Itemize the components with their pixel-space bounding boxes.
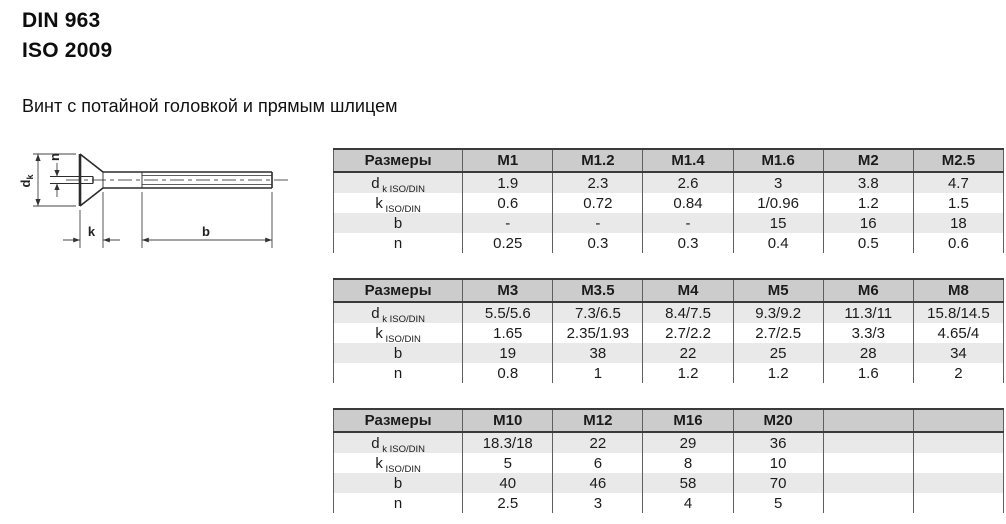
- row-label: b: [334, 473, 463, 493]
- size-column-header: M5: [733, 279, 823, 302]
- row-label: k $_{ISO/DIN}$: [334, 193, 463, 213]
- size-column-header: M8: [913, 279, 1003, 302]
- size-column-header: M2: [823, 149, 913, 172]
- value-cell: 38: [553, 343, 643, 363]
- value-cell: 4.65/4: [913, 323, 1003, 343]
- row-label: b: [334, 343, 463, 363]
- size-column-header: M1.4: [643, 149, 733, 172]
- value-cell: 25: [733, 343, 823, 363]
- value-cell: 3.8: [823, 172, 913, 193]
- value-cell: 29: [643, 432, 733, 453]
- header-row: [334, 149, 1004, 172]
- value-cell: 19: [463, 343, 553, 363]
- value-cell: 0.6: [463, 193, 553, 213]
- value-cell: 46: [553, 473, 643, 493]
- value-cell: 4: [643, 493, 733, 513]
- value-cell: 11.3/11: [823, 302, 913, 323]
- value-cell: 15: [733, 213, 823, 233]
- value-cell: 0.3: [553, 233, 643, 253]
- table-row: [334, 193, 1004, 213]
- value-cell: 8: [643, 453, 733, 473]
- value-cell: 22: [553, 432, 643, 453]
- value-cell: 0.6: [913, 233, 1003, 253]
- sizes-column-header: Размеры: [334, 149, 463, 172]
- value-cell: 2.7/2.2: [643, 323, 733, 343]
- value-cell: 4.7: [913, 172, 1003, 193]
- value-cell: [913, 493, 1003, 513]
- table-row: [334, 493, 1004, 513]
- value-cell: 2.5: [463, 493, 553, 513]
- dimension-n: [47, 153, 62, 197]
- value-cell: 1.9: [463, 172, 553, 193]
- value-cell: 22: [643, 343, 733, 363]
- size-column-header: M10: [463, 409, 553, 432]
- value-cell: 2: [913, 363, 1003, 383]
- dim-label-b: b: [202, 224, 210, 239]
- size-column-header: M3: [463, 279, 553, 302]
- value-cell: 3.3/3: [823, 323, 913, 343]
- standard-iso-title: ISO 2009: [22, 39, 113, 62]
- value-cell: 58: [643, 473, 733, 493]
- value-cell: 2.35/1.93: [553, 323, 643, 343]
- row-label: k $_{ISO/DIN}$: [334, 323, 463, 343]
- spec-table-3: [333, 408, 1004, 513]
- header-row: [334, 279, 1004, 302]
- table-row: [334, 302, 1004, 323]
- value-cell: 2.3: [553, 172, 643, 193]
- value-cell: 1/0.96: [733, 193, 823, 213]
- value-cell: 0.4: [733, 233, 823, 253]
- row-label: d $_{k ISO/DIN}$: [334, 172, 463, 193]
- value-cell: 2.6: [643, 172, 733, 193]
- page-subtitle: Винт с потайной головкой и прямым шлицем: [22, 96, 398, 116]
- table-row: [334, 343, 1004, 363]
- size-column-header: [823, 409, 913, 432]
- value-cell: 18.3/18: [463, 432, 553, 453]
- table-row: [334, 453, 1004, 473]
- size-column-header: M4: [643, 279, 733, 302]
- value-cell: 1.5: [913, 193, 1003, 213]
- value-cell: 3: [553, 493, 643, 513]
- value-cell: 10: [733, 453, 823, 473]
- table-row: [334, 473, 1004, 493]
- size-column-header: M1.6: [733, 149, 823, 172]
- value-cell: -: [643, 213, 733, 233]
- value-cell: 7.3/6.5: [553, 302, 643, 323]
- row-label: n: [334, 363, 463, 383]
- sizes-column-header: Размеры: [334, 409, 463, 432]
- value-cell: 1.2: [643, 363, 733, 383]
- value-cell: -: [463, 213, 553, 233]
- value-cell: [823, 493, 913, 513]
- value-cell: 5: [463, 453, 553, 473]
- value-cell: [823, 453, 913, 473]
- value-cell: 0.5: [823, 233, 913, 253]
- size-column-header: M1.2: [553, 149, 643, 172]
- value-cell: 16: [823, 213, 913, 233]
- dimension-b: [142, 192, 272, 248]
- value-cell: [913, 432, 1003, 453]
- value-cell: 0.84: [643, 193, 733, 213]
- value-cell: 6: [553, 453, 643, 473]
- value-cell: [913, 453, 1003, 473]
- row-label: n: [334, 233, 463, 253]
- value-cell: 28: [823, 343, 913, 363]
- table-row: [334, 213, 1004, 233]
- size-column-header: M20: [733, 409, 823, 432]
- size-column-header: M2.5: [913, 149, 1003, 172]
- row-label: n: [334, 493, 463, 513]
- value-cell: 1.2: [733, 363, 823, 383]
- dim-label-n: n: [47, 153, 62, 161]
- table-row: [334, 432, 1004, 453]
- dim-label-k: k: [87, 224, 96, 239]
- table-row: [334, 363, 1004, 383]
- value-cell: 34: [913, 343, 1003, 363]
- value-cell: 5.5/5.6: [463, 302, 553, 323]
- value-cell: 0.25: [463, 233, 553, 253]
- value-cell: 3: [733, 172, 823, 193]
- value-cell: 40: [463, 473, 553, 493]
- screw-technical-drawing: [0, 140, 330, 260]
- dimension-k: [63, 192, 120, 248]
- spec-table-1: [333, 148, 1004, 253]
- value-cell: 9.3/9.2: [733, 302, 823, 323]
- table-row: [334, 233, 1004, 253]
- standard-din-title: DIN 963: [22, 9, 101, 32]
- value-cell: 0.3: [643, 233, 733, 253]
- row-label: b: [334, 213, 463, 233]
- value-cell: 8.4/7.5: [643, 302, 733, 323]
- value-cell: 0.72: [553, 193, 643, 213]
- value-cell: [823, 473, 913, 493]
- value-cell: 1.2: [823, 193, 913, 213]
- value-cell: 18: [913, 213, 1003, 233]
- sizes-column-header: Размеры: [334, 279, 463, 302]
- row-label: d $_{k ISO/DIN}$: [334, 432, 463, 453]
- value-cell: 70: [733, 473, 823, 493]
- size-column-header: M6: [823, 279, 913, 302]
- size-column-header: [913, 409, 1003, 432]
- table-row: [334, 323, 1004, 343]
- header-row: [334, 409, 1004, 432]
- value-cell: 2.7/2.5: [733, 323, 823, 343]
- value-cell: 36: [733, 432, 823, 453]
- value-cell: [913, 473, 1003, 493]
- value-cell: 0.8: [463, 363, 553, 383]
- table-row: [334, 172, 1004, 193]
- value-cell: -: [553, 213, 643, 233]
- value-cell: 1.65: [463, 323, 553, 343]
- size-column-header: M12: [553, 409, 643, 432]
- spec-table-2: [333, 278, 1004, 383]
- value-cell: 1.6: [823, 363, 913, 383]
- value-cell: [823, 432, 913, 453]
- dim-label-dk: $d_k$: [18, 174, 35, 188]
- size-column-header: M16: [643, 409, 733, 432]
- row-label: k $_{ISO/DIN}$: [334, 453, 463, 473]
- value-cell: 1: [553, 363, 643, 383]
- value-cell: 15.8/14.5: [913, 302, 1003, 323]
- row-label: d $_{k ISO/DIN}$: [334, 302, 463, 323]
- value-cell: 5: [733, 493, 823, 513]
- size-column-header: M3.5: [553, 279, 643, 302]
- size-column-header: M1: [463, 149, 553, 172]
